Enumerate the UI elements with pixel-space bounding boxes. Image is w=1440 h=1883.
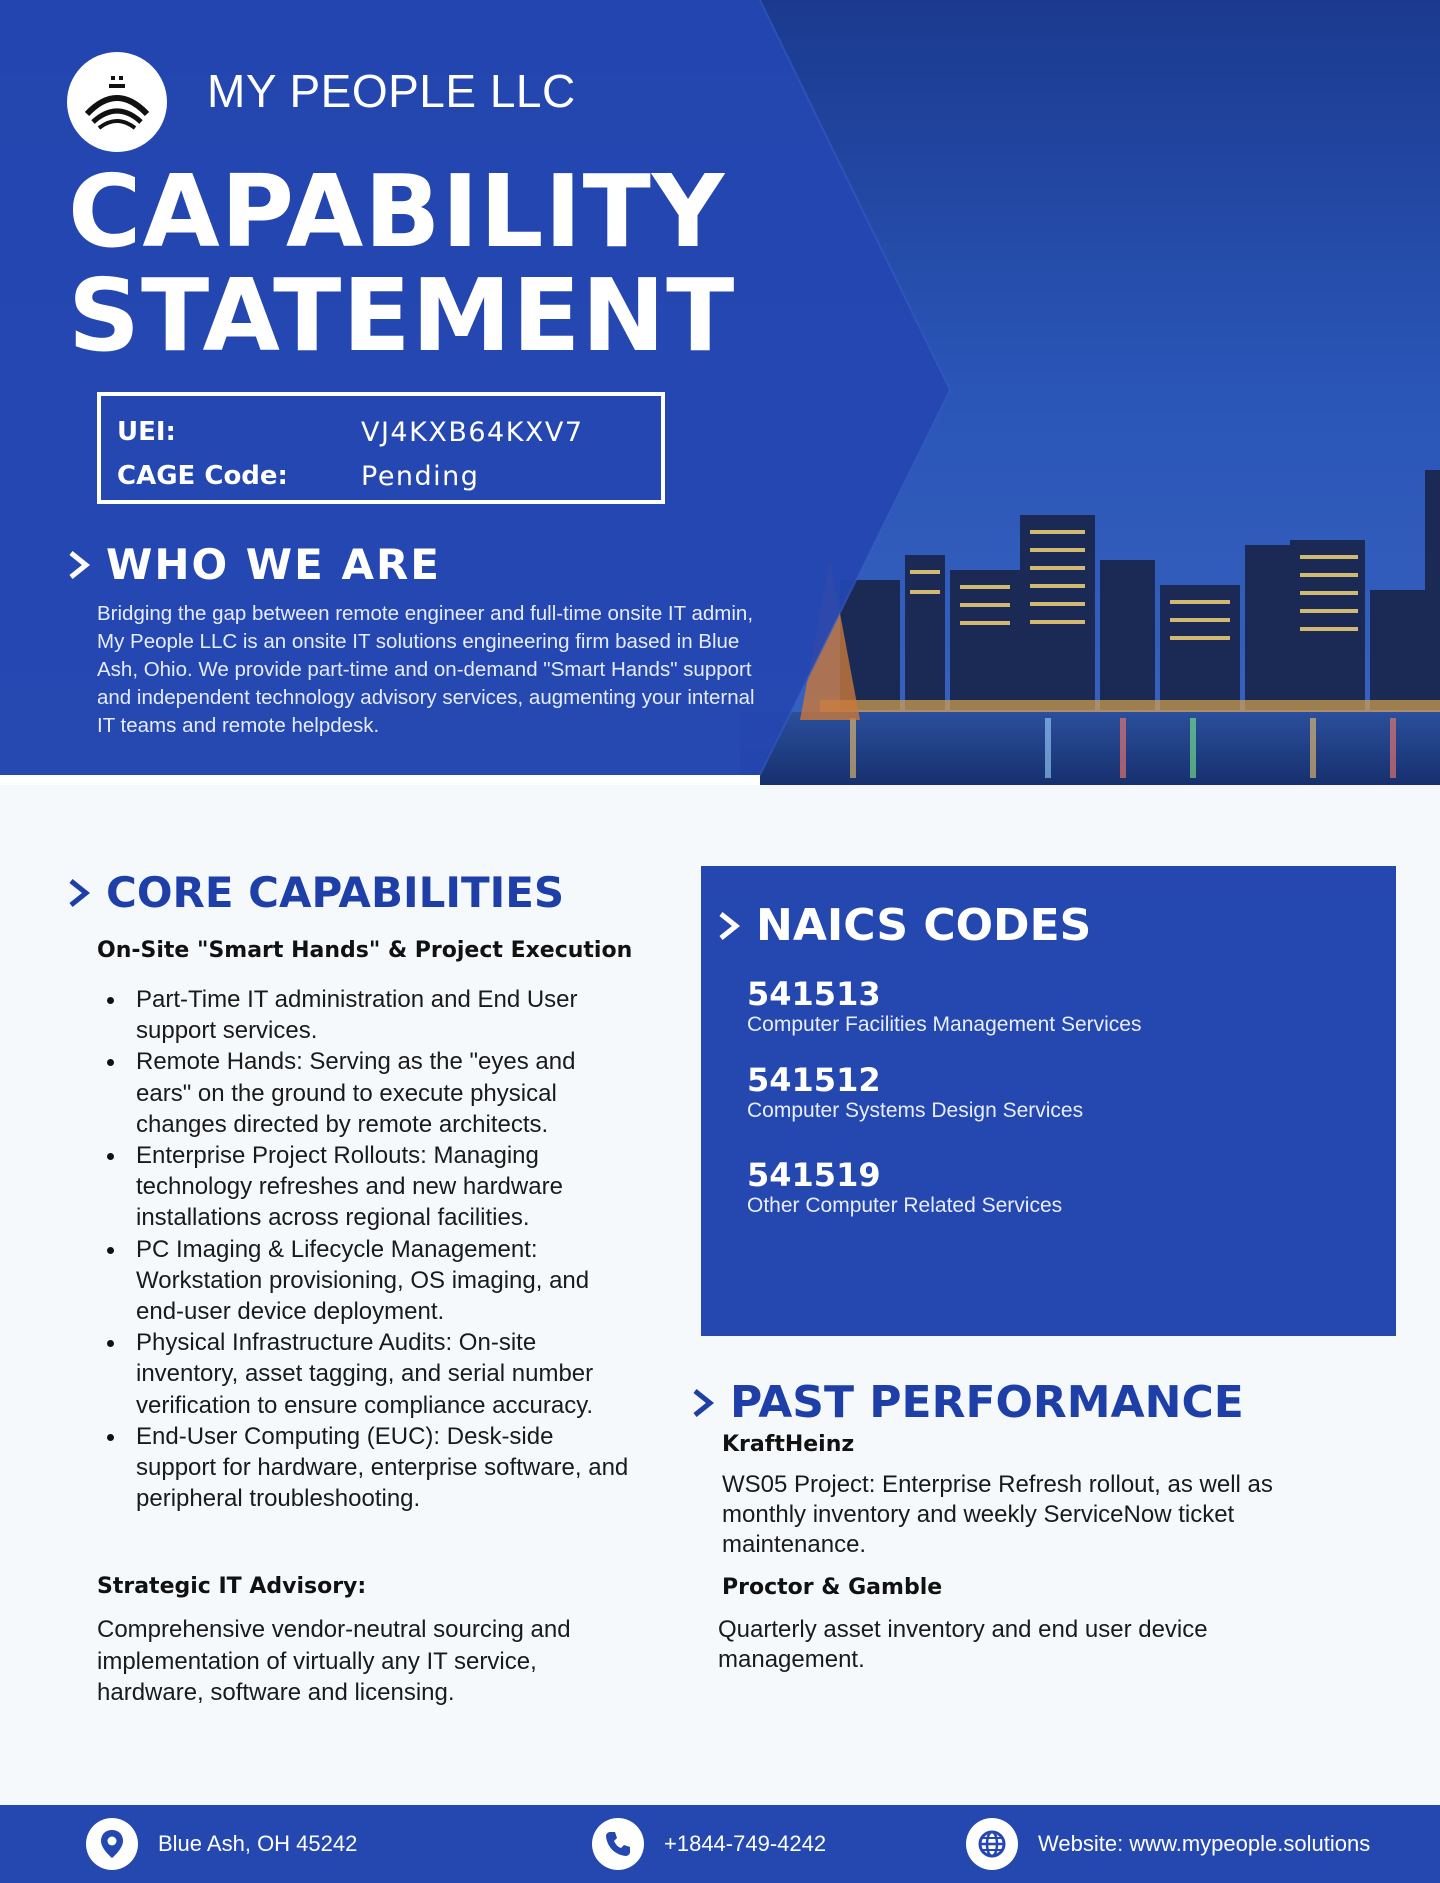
list-item: End-User Computing (EUC): Desk-side support for hardware, enterprise software, and peripheral troubleshooting. — [97, 1421, 637, 1515]
who-we-are-title: WHO WE ARE — [106, 540, 441, 589]
list-item: Part-Time IT administration and End User support services. — [97, 984, 637, 1046]
cage-value: Pending — [361, 460, 480, 492]
uei-label: UEI: — [117, 417, 176, 447]
past-performance-title: PAST PERFORMANCE — [730, 1377, 1244, 1428]
list-item: PC Imaging & Lifecycle Management: Workstation provisioning, OS imaging, and end-user device deployment. — [97, 1234, 637, 1328]
identifier-box — [97, 392, 665, 504]
page-title — [68, 153, 736, 374]
list-item: Remote Hands: Serving as the "eyes and ears" on the ground to execute physical changes directed by remote architects. — [97, 1046, 637, 1140]
client-description: WS05 Project: Enterprise Refresh rollout, as well as monthly inventory and weekly ServiceNow ticket maintenance. — [722, 1471, 1273, 1558]
advisory-subheading: Strategic IT Advisory: — [97, 1574, 367, 1599]
cage-label: CAGE Code: — [117, 461, 288, 491]
website-item[interactable] — [966, 1805, 1370, 1883]
who-we-are-text: Bridging the gap between remote engineer and full-time onsite IT admin, My People LLC is an onsite IT solutions engineering firm based in Blue Ash, Ohio. We provide part-time and on-demand "Smart Hands" support and independent technology advisory services, augmenting your internal IT teams and remote helpdesk. — [97, 602, 755, 737]
naics-code: 541519 — [747, 1156, 881, 1194]
chevron-right-icon — [716, 911, 742, 941]
core-capabilities-title: CORE CAPABILITIES — [106, 868, 565, 917]
title-line-2: STATEMENT — [68, 257, 736, 374]
client-description: Quarterly asset inventory and end user device management. — [718, 1616, 1208, 1673]
past-performance-heading — [690, 1377, 1244, 1428]
client-name: Proctor & Gamble — [722, 1575, 943, 1600]
naics-item — [747, 1157, 1062, 1219]
who-we-are-heading — [66, 540, 441, 589]
naics-description: Computer Systems Design Services — [747, 1099, 1084, 1122]
address-text: Blue Ash, OH 45242 — [158, 1831, 358, 1856]
naics-title: NAICS CODES — [756, 900, 1092, 951]
bridge-logo-icon — [85, 74, 149, 130]
smart-hands-subheading: On-Site "Smart Hands" & Project Execution — [97, 938, 633, 963]
chevron-right-icon — [690, 1388, 716, 1418]
hero-banner — [0, 0, 1440, 785]
cage-row — [117, 454, 645, 498]
chevron-right-icon — [66, 878, 92, 908]
phone-item[interactable] — [592, 1805, 826, 1883]
company-logo — [67, 52, 167, 152]
list-item: Enterprise Project Rollouts: Managing technology refreshes and new hardware installations across regional facilities. — [97, 1140, 637, 1234]
title-line-1: CAPABILITY — [68, 153, 726, 270]
contact-footer — [0, 1805, 1440, 1883]
uei-row — [117, 410, 645, 454]
phone-text[interactable]: +1844-749-4242 — [664, 1831, 827, 1856]
naics-item — [747, 976, 1142, 1038]
globe-icon — [966, 1818, 1018, 1870]
website-text[interactable]: Website: www.mypeople.solutions — [1038, 1831, 1371, 1856]
naics-code: 541512 — [747, 1061, 881, 1099]
capabilities-list — [97, 984, 637, 1514]
naics-heading — [716, 900, 1091, 951]
naics-description: Computer Facilities Management Services — [747, 1013, 1142, 1036]
chevron-right-icon — [66, 550, 92, 580]
phone-icon — [592, 1818, 644, 1870]
naics-code: 541513 — [747, 975, 881, 1013]
list-item: Physical Infrastructure Audits: On-site inventory, asset tagging, and serial number verification to ensure compliance accuracy. — [97, 1327, 637, 1421]
advisory-text: Comprehensive vendor-neutral sourcing and implementation of virtually any IT service, hardware, software and licensing. — [97, 1616, 571, 1706]
company-name: MY PEOPLE LLC — [207, 65, 576, 117]
core-capabilities-heading — [66, 868, 564, 917]
naics-description: Other Computer Related Services — [747, 1194, 1063, 1217]
naics-item — [747, 1062, 1083, 1124]
client-name: KraftHeinz — [722, 1432, 855, 1457]
uei-value: VJ4KXB64KXV7 — [361, 416, 584, 448]
address-item — [86, 1805, 357, 1883]
location-pin-icon — [86, 1818, 138, 1870]
